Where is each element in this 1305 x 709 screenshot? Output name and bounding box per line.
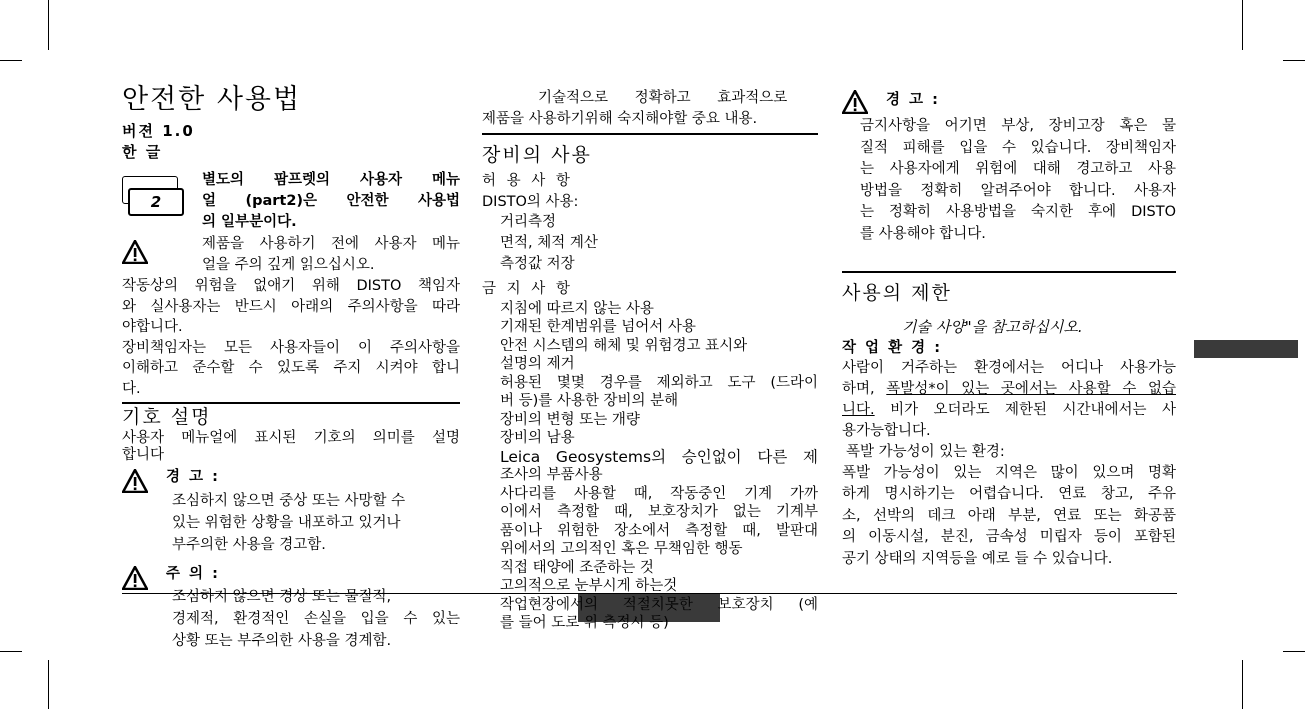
prohibition-warning-text: [842, 116, 1176, 245]
environment-line: 용가능합니다.: [842, 423, 931, 439]
intro-paragraph-line: 다.: [122, 380, 141, 397]
explosive-line: 폭발 가능성이 있는 지역은 많이 있으며 명확: [842, 464, 1176, 481]
prohibited-item: 고의적으로 눈부시게 하는것: [500, 578, 678, 594]
section-thumb-tab: [1194, 340, 1298, 358]
permitted-item: 거리측정: [500, 214, 557, 230]
explosive-line: 하게 명시하기는 어렵습니다. 연료 창고, 주유: [842, 486, 1176, 502]
permitted-heading: 허 용 사 항: [482, 173, 573, 189]
caution-triangle-icon: [122, 566, 148, 590]
prohibited-item: 이에서 측정할 때, 보호장치가 없는 기계부: [500, 504, 818, 520]
crop-mark: [1242, 660, 1243, 709]
explosive-warning-text: 폭발성*이 있는 곳에서는 사용할 수 없습: [886, 381, 1177, 397]
explosive-environment-heading: 폭발 가능성이 있는 환경:: [846, 444, 1005, 460]
read-manual-note: [122, 234, 460, 276]
crop-mark: [0, 651, 22, 652]
booklet-note: [122, 170, 460, 232]
warning-label: 경 고 :: [166, 469, 220, 485]
prohibited-item: 품이나 위험한 장소에서 측정할 때, 발판대: [500, 522, 818, 539]
page-title: 안전한 사용법: [122, 84, 302, 115]
explosive-line: 공기 상태의 지역등을 예로 들 수 있습니다.: [842, 550, 1113, 567]
warning-line: 금지사항을 어기면 부상, 장비고장 혹은 물: [860, 118, 1176, 134]
environment-text: 하며,: [842, 381, 887, 397]
symbols-intro-line: 사용자 메뉴얼에 표시된 기호의 의미를 설명: [122, 430, 460, 446]
top-note-line: 제품을 사용하기위해 숙지해야할 중요 내용.: [482, 110, 758, 127]
caution-label: 주 의 :: [166, 565, 220, 582]
column-middle: [482, 88, 818, 633]
booklet-icon: [122, 176, 180, 214]
prohibited-heading: 금 지 사 항: [482, 281, 573, 297]
work-environment-text: [842, 358, 1176, 442]
limits-heading: 사용의 제한: [842, 282, 952, 304]
section-rule: [482, 133, 818, 135]
intro-paragraph-line: 야합니다.: [122, 319, 183, 335]
crop-mark: [0, 60, 22, 61]
version-label: 버젼 1.0: [122, 122, 195, 140]
explosive-warning-text: 니다.: [842, 402, 875, 418]
explosive-environment-text: [842, 463, 1176, 571]
crop-mark: [1283, 60, 1305, 61]
environment-line: [842, 379, 1176, 400]
caution-definition-line: 상황 또는 부주의한 사용을 경계함.: [172, 633, 392, 649]
warning-line: 는 사용자에게 위험에 대해 경고하고 사용: [860, 161, 1176, 177]
crop-mark: [48, 0, 49, 50]
permitted-list: [482, 212, 818, 275]
warning-definition: [122, 467, 460, 556]
explosive-line: 소, 선박의 데크 아래 부분, 연료 또는 화공품: [842, 507, 1176, 524]
column-left: [122, 84, 460, 652]
prohibited-item: 조사의 부품사용: [500, 467, 603, 483]
column-right: [842, 90, 1176, 570]
warning-definition-line: 조심하지 않으면 중상 또는 사망할 수: [172, 492, 406, 509]
prohibited-item: 장비의 변형 또는 개량: [500, 411, 640, 428]
warning-line: 를 사용해야 합니다.: [860, 225, 986, 242]
booklet-text-line: 별도의 팜프렛의 사용자 메뉴: [202, 172, 460, 188]
top-note-line: 기술적으로 정확하고 효과적으로: [538, 90, 788, 106]
booklet-text-line: 의 일부분이다.: [202, 214, 297, 230]
warning-triangle-icon: [122, 240, 148, 264]
booklet-text-line: 얼 (part2)은 안전한 사용법: [202, 193, 460, 209]
prohibited-item: 를 들어 도로 위 측정시 등): [500, 615, 669, 631]
prohibited-item: 기재된 한계범위를 넘어서 사용: [500, 319, 696, 335]
crop-mark: [1283, 651, 1305, 652]
symbols-heading: 기호 설명: [122, 406, 212, 428]
warning-triangle-icon: [842, 90, 868, 114]
equipment-use-heading: 장비의 사용: [482, 144, 592, 166]
explosive-line: 의 이동시설, 분진, 금속성 미립자 등이 포함된: [842, 529, 1176, 545]
caution-definition-line: 조심하지 않으면 경상 또는 물질적,: [172, 589, 392, 605]
warning-triangle-icon: [122, 469, 148, 493]
prohibition-warning-header: [842, 90, 1176, 114]
permitted-item: 면적, 체적 계산: [500, 235, 598, 251]
prohibited-item: 위에서의 고의적인 혹은 무책임한 행동: [500, 541, 743, 557]
intro-paragraph-line: 작동상의 위험을 없애기 위해 DISTO 책임자: [122, 278, 460, 294]
language-label: 한 글: [122, 142, 163, 161]
prohibited-item: 장비의 남용: [500, 430, 575, 446]
environment-line: 사람이 거주하는 환경에서는 어디나 사용가능: [842, 360, 1176, 376]
caution-definition: [122, 564, 460, 653]
prohibited-item: 버 등)를 사용한 장비의 분해: [500, 393, 679, 409]
crop-mark: [1242, 0, 1243, 50]
prohibited-item: Leica Geosystems의 승인없이 다른 제: [500, 447, 818, 466]
warning-line: 는 정확히 사용방법을 숙지한 후에 DISTO: [860, 204, 1176, 220]
environment-line: [842, 400, 1176, 421]
intro-paragraph-line: 이해하고 준수할 수 있도록 주지 시켜야 합니: [122, 360, 460, 376]
disto-use-label: DISTO의 사용:: [482, 193, 579, 210]
work-environment-heading: 작 업 환 경 :: [842, 339, 943, 356]
permitted-item: 측정값 저장: [500, 256, 575, 272]
caution-definition-line: 경제적, 환경적인 손실을 입을 수 있는: [172, 611, 460, 627]
prohibited-item: 허용된 몇몇 경우를 제외하고 도구 (드라이: [500, 374, 818, 391]
prohibited-item: 사다리를 사용할 때, 작동중인 기계 가까: [500, 485, 818, 502]
warning-line: 질적 피해를 입을 수 있습니다. 장비책임자: [860, 139, 1176, 156]
warning-definition-line: 있는 위험한 상황을 내포하고 있거나: [172, 514, 401, 531]
intro-paragraph-line: 와 실사용자는 반드시 아래의 주의사항을 따라: [122, 298, 460, 315]
warning-definition-line: 부주의한 사용을 경고함.: [172, 536, 326, 553]
read-manual-line: 얼을 주의 깊게 읽으십시오.: [202, 256, 375, 273]
prohibited-item: 직접 태양에 조준하는 것: [500, 559, 654, 576]
prohibited-item: 지침에 따르지 않는 사용: [500, 300, 654, 317]
prohibited-list: [482, 300, 818, 633]
section-rule: [122, 402, 460, 404]
warning-label: 경 고 :: [886, 92, 940, 108]
warning-line: 방법을 정확히 알려주어야 합니다. 사용자: [860, 182, 1176, 199]
prohibited-item: 설명의 제거: [500, 356, 575, 372]
environment-text: 비가 오더라도 제한된 시간내에서는 사: [874, 402, 1176, 418]
prohibited-item: 작업현장에서의 적절치못한 보호장치 (예: [500, 596, 818, 613]
section-rule: [842, 271, 1176, 273]
crop-mark: [48, 660, 49, 709]
symbols-intro-line: 합니다: [122, 447, 165, 463]
read-manual-line: 제품을 사용하기 전에 사용자 메뉴: [202, 236, 460, 252]
intro-paragraph-line: 장비책임자는 모든 사용자들이 이 주의사항을: [122, 339, 460, 356]
technical-spec-reference: 기술 사양"을 참고하십시오.: [902, 318, 1083, 336]
prohibited-item: 안전 시스템의 해체 및 위험경고 표시와: [500, 337, 748, 354]
booklet-number-badge: 2: [128, 188, 184, 216]
